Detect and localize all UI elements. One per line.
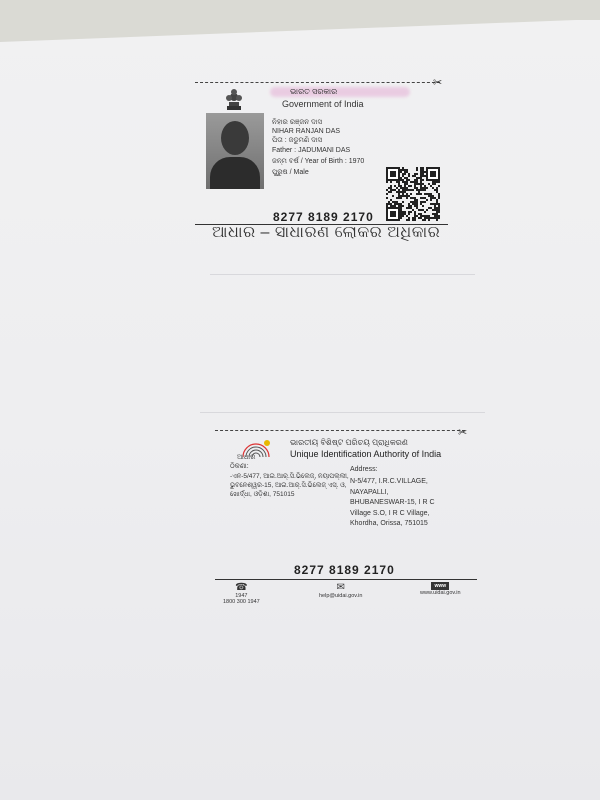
www-icon: www	[431, 582, 449, 590]
uidai-odia: ଭାରତୀୟ ବିଶିଷ୍ଟ ପରିଚୟ ପ୍ରାଧିକରଣ	[290, 438, 408, 447]
national-emblem-icon	[225, 88, 243, 112]
contact-website	[420, 582, 461, 596]
scissors-icon: ✂	[458, 427, 468, 439]
aadhaar-logo-label: ଆଧାର	[237, 454, 256, 461]
phone-icon: ☎	[235, 582, 248, 593]
fold-line	[200, 412, 485, 413]
aadhaar-slogan: ଆଧାର – ସାଧାରଣ ଲୋକର ଅଧିକାର	[212, 224, 441, 241]
address-line: Village S.O, I R C Village,	[350, 509, 430, 517]
phone-number-2: 1800 300 1947	[223, 599, 260, 605]
email-icon: ✉	[336, 582, 345, 593]
holder-name: NIHAR RANJAN DAS	[272, 128, 341, 135]
aadhaar-number-front: 8277 8189 2170	[273, 210, 374, 224]
cut-line	[195, 82, 440, 83]
phone-number: 1947	[235, 593, 248, 599]
divider	[215, 579, 477, 580]
address-line: Khordha, Orissa, 751015	[350, 520, 428, 527]
uidai-title: Unique Identification Authority of India	[290, 449, 442, 459]
address-label-odia: ଠିକଣା:	[230, 463, 249, 470]
address-odia: -ଏନ-5/477, ଆଇ.ଆର୍.ସି.ଭିଲେଜ୍, ନୟାପଲ୍ଲୀ, ଭୁବନେଶ୍ୱର-15, ଆଇ.ଆର୍.ସି.ଭିଲେଜ୍ ଏସ୍. ଓ, ଖୋର୍ଦ୍ଧା, ଓଡ଼ିଶା, 751015	[230, 473, 349, 498]
aadhaar-card-back	[215, 427, 480, 610]
address-line: BHUBANESWAR-15, I R C	[350, 499, 435, 506]
address-block	[350, 477, 465, 530]
holder-photo	[206, 113, 264, 189]
father-odia: ପିତା : ଜଡୁମଣି ଦାସ	[272, 137, 323, 144]
fold-line	[210, 274, 475, 275]
cut-line	[215, 430, 465, 431]
header-government-of-india: Government of India	[282, 99, 364, 109]
father-name: Father : JADUMANI DAS	[272, 147, 351, 154]
contact-email	[319, 582, 362, 599]
aadhaar-number-back: 8277 8189 2170	[294, 563, 395, 577]
address-line: N-5/477, I.R.C.VILLAGE,	[350, 478, 428, 485]
address-line: NAYAPALLI,	[350, 488, 389, 496]
year-of-birth: ଜନ୍ମ ବର୍ଷ / Year of Birth : 1970	[272, 158, 365, 165]
name-odia: ନିହାର ରଞ୍ଜନ ଦାସ	[272, 119, 323, 126]
website: www.uidai.gov.in	[420, 590, 461, 596]
scissors-icon: ✂	[433, 77, 443, 89]
header-odia: ଭାରତ ସରକାର	[290, 87, 338, 96]
aadhaar-card-front	[195, 77, 450, 227]
qr-code	[386, 167, 440, 221]
email: help@uidai.gov.in	[319, 593, 363, 599]
gender: ପୁରୁଷ / Male	[272, 169, 309, 176]
address-label: Address:	[350, 466, 378, 473]
contact-phone	[223, 582, 260, 605]
